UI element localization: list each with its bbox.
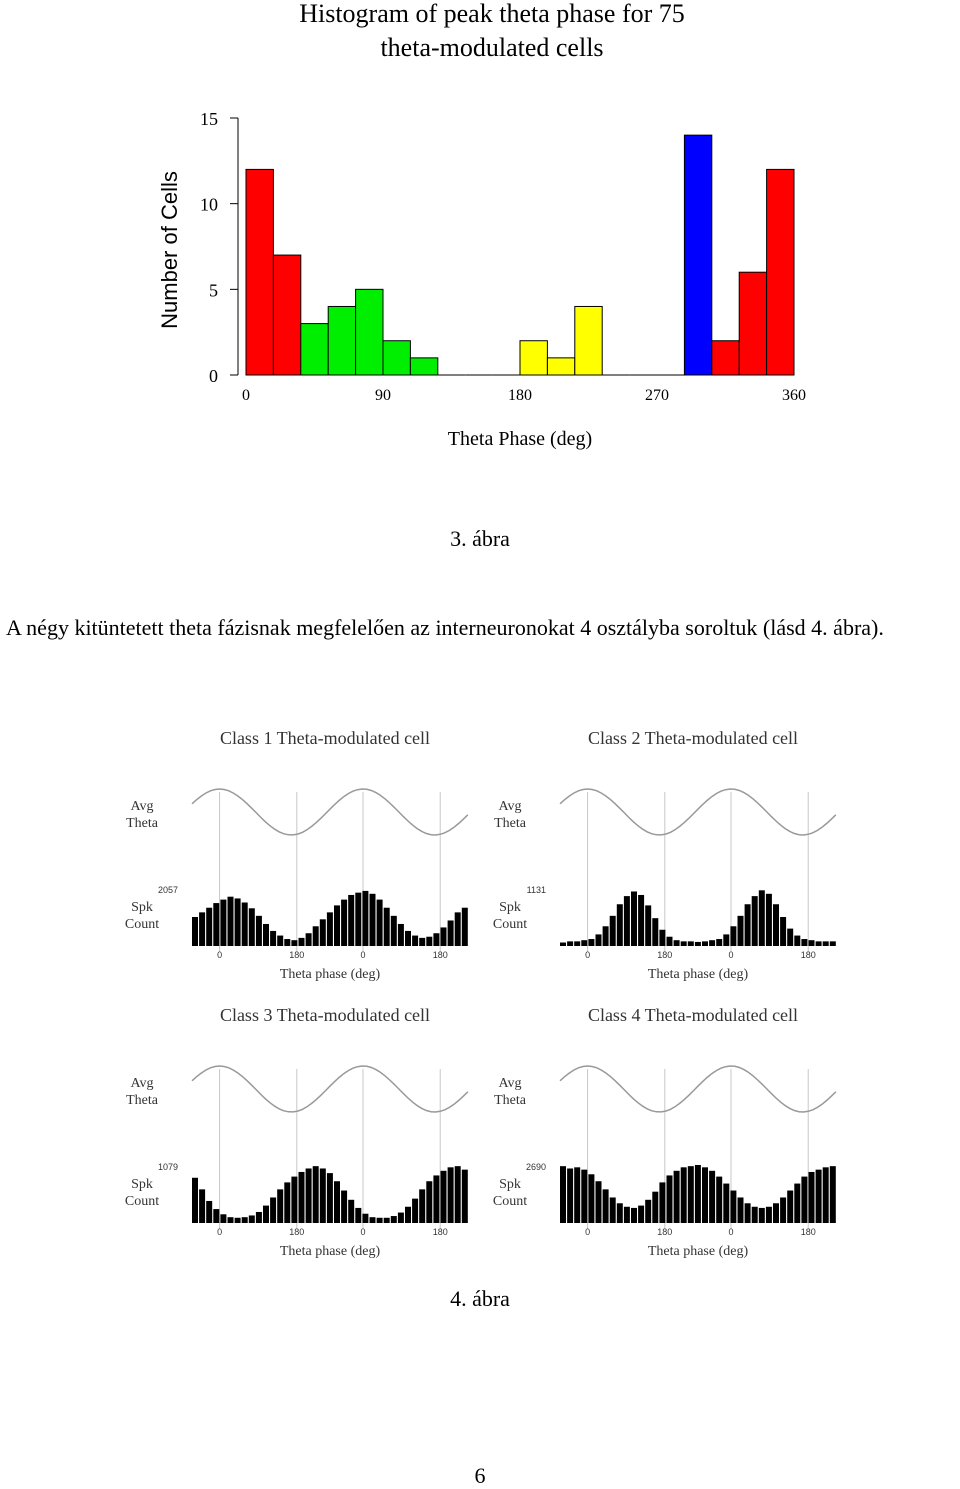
spike-count-bar [588, 1174, 594, 1223]
spike-count-bar [688, 941, 694, 946]
spk-count-max-label: 2057 [157, 885, 178, 895]
spike-count-bar [787, 1191, 793, 1223]
class-panel-4 [493, 1005, 836, 1259]
spike-count-bar [419, 1189, 425, 1223]
spike-count-bar [220, 900, 226, 946]
avg-theta-curve [560, 789, 836, 835]
spike-count-bar [688, 1166, 694, 1223]
histogram-bar [383, 341, 410, 375]
figure4-caption: 4. ábra [450, 1286, 510, 1311]
spike-count-bar [341, 900, 347, 946]
spike-count-bar [773, 904, 779, 946]
spike-count-bar [681, 1167, 687, 1223]
panel-title: Class 2 Theta-modulated cell [587, 728, 799, 748]
spike-count-bar [723, 1184, 729, 1223]
spike-count-bar [291, 1177, 297, 1223]
spk-count-max-label: 2690 [525, 1162, 546, 1172]
spike-count-bar [284, 939, 290, 946]
spike-count-bar [730, 926, 736, 946]
spike-count-bar [355, 1208, 361, 1223]
y-axis-label: Number of Cells [157, 171, 182, 329]
class-panel-2 [493, 728, 836, 982]
spike-count-bar [638, 895, 644, 946]
spike-count-bar [334, 905, 340, 946]
spike-count-bar [192, 917, 198, 946]
spike-count-bar [638, 1206, 644, 1223]
y-tick-label: 0 [209, 366, 218, 386]
spike-count-bar [752, 896, 758, 946]
spike-count-bar [242, 1217, 248, 1223]
spike-count-bar [355, 893, 361, 946]
figure3-caption: 3. ábra [450, 526, 510, 551]
spike-count-bar [631, 1208, 637, 1223]
avg-theta-label-line: Avg [130, 799, 154, 814]
panel-title: Class 3 Theta-modulated cell [219, 1005, 431, 1025]
spike-count-bar [809, 1172, 815, 1223]
spike-count-bar [823, 941, 829, 946]
spike-count-bar [327, 912, 333, 946]
avg-theta-curve [560, 1066, 836, 1112]
spike-count-bar [766, 894, 772, 946]
spk-count-max-label: 1079 [157, 1162, 178, 1172]
spike-count-bar [441, 927, 447, 946]
spike-count-bar [199, 1189, 205, 1223]
spike-count-bar [745, 1203, 751, 1223]
spike-count-bar [603, 926, 609, 946]
spike-count-bar [787, 929, 793, 946]
spike-count-bar [348, 895, 354, 946]
spk-count-label-line: Count [124, 917, 160, 932]
phase-tick-label: 180 [289, 950, 305, 960]
panel-x-axis-label: Theta phase (deg) [647, 1244, 749, 1259]
spike-count-bar [433, 933, 439, 946]
histogram-bar [684, 135, 711, 375]
spike-count-bar [263, 924, 269, 946]
histogram-bar [410, 358, 437, 375]
spike-count-bar [249, 908, 255, 946]
spike-count-bar [213, 903, 219, 946]
phase-tick-label: 0 [217, 1227, 223, 1237]
spike-count-bar [596, 1181, 602, 1223]
spike-count-bar [206, 908, 212, 946]
y-tick-label: 10 [200, 194, 218, 215]
spike-count-bar [766, 1207, 772, 1223]
phase-tick-label: 0 [585, 950, 591, 960]
spike-count-bar [560, 943, 566, 946]
spike-count-bar [377, 900, 383, 946]
spk-count-label-line: Count [492, 917, 528, 932]
spike-count-bar [313, 926, 319, 946]
class-panel-3 [125, 1005, 468, 1259]
spike-count-bar [370, 1217, 376, 1223]
body-paragraph: A négy kitüntetett theta fázisnak megfelelően az interneuronokat 4 osztályba soroltuk (lásd 4. ábra). [6, 615, 884, 640]
spike-count-bar [667, 1175, 673, 1223]
spike-count-bar [745, 904, 751, 946]
spike-count-bar [567, 1168, 573, 1223]
spike-count-bar [270, 1197, 276, 1223]
class-panel-1 [125, 728, 468, 982]
spike-count-bar [617, 904, 623, 946]
spike-count-bar [433, 1175, 439, 1223]
histogram-bar [712, 341, 739, 375]
spike-count-bar [228, 1217, 234, 1223]
spike-count-bar [702, 1167, 708, 1223]
spike-count-bar [730, 1191, 736, 1223]
spike-count-bar [306, 933, 312, 946]
spike-count-bar [299, 938, 305, 946]
spike-count-bar [327, 1173, 333, 1223]
spike-count-bar [610, 916, 616, 946]
y-tick-label: 15 [200, 109, 218, 129]
spike-count-bar [709, 1171, 715, 1223]
spike-count-bar [738, 1197, 744, 1223]
spike-count-bar [370, 894, 376, 946]
spike-count-bar [412, 936, 418, 946]
histogram-bar [328, 306, 355, 375]
spike-count-bar [631, 891, 637, 946]
spike-count-bar [560, 1166, 566, 1223]
spike-count-bar [723, 934, 729, 946]
spike-count-bar [455, 1166, 461, 1223]
avg-theta-label-line: Avg [498, 1076, 522, 1091]
page-number: 6 [474, 1463, 486, 1488]
spike-count-bar [780, 1197, 786, 1223]
phase-tick-label: 0 [728, 1227, 734, 1237]
spk-count-label-line: Spk [499, 1177, 521, 1192]
panel-x-axis-label: Theta phase (deg) [279, 967, 381, 982]
spike-count-bar [588, 939, 594, 946]
spike-count-bar [448, 920, 454, 946]
spike-count-bar [581, 1170, 587, 1223]
spike-count-bar [816, 1170, 822, 1223]
spike-count-bar [596, 934, 602, 946]
spike-count-bar [759, 890, 765, 946]
phase-tick-label: 180 [800, 1227, 816, 1237]
spike-count-bar [263, 1206, 269, 1223]
avg-theta-label-line: Theta [494, 1093, 526, 1108]
avg-theta-curve [192, 1066, 468, 1112]
histogram-bar [273, 255, 300, 375]
spike-count-bar [709, 940, 715, 946]
spike-count-bar [794, 1184, 800, 1223]
spike-count-bar [773, 1203, 779, 1223]
spike-count-bar [801, 939, 807, 946]
spike-count-bar [830, 1166, 836, 1223]
panel-title: Class 4 Theta-modulated cell [587, 1005, 799, 1025]
avg-theta-curve [192, 789, 468, 835]
spike-count-bar [574, 1167, 580, 1223]
spike-count-bar [398, 1213, 404, 1223]
spike-count-bar [652, 918, 658, 946]
spike-count-bar [759, 1208, 765, 1223]
spike-count-bar [334, 1181, 340, 1223]
spike-count-bar [235, 1218, 241, 1223]
spike-count-bar [320, 1168, 326, 1223]
chart-title-line: Histogram of peak theta phase for 75 [299, 0, 685, 28]
spike-count-bar [299, 1172, 305, 1223]
avg-theta-label-line: Avg [498, 799, 522, 814]
spike-count-bar [716, 939, 722, 946]
spike-count-bar [348, 1200, 354, 1223]
spike-count-bar [681, 941, 687, 946]
spike-count-bar [362, 891, 368, 946]
histogram-bar [575, 306, 602, 375]
histogram-bar [767, 169, 794, 375]
figure3-histogram [0, 0, 960, 470]
spike-count-bar [192, 1178, 198, 1223]
spike-count-bar [398, 924, 404, 946]
phase-tick-label: 0 [728, 950, 734, 960]
phase-tick-label: 180 [657, 1227, 673, 1237]
spike-count-bar [199, 912, 205, 946]
spike-count-bar [462, 908, 468, 946]
histogram-bar [520, 341, 547, 375]
spike-count-bar [702, 941, 708, 946]
panel-title: Class 1 Theta-modulated cell [219, 728, 431, 748]
chart-title-line: theta-modulated cells [380, 33, 604, 62]
spike-count-bar [645, 905, 651, 946]
spike-count-bar [419, 938, 425, 946]
histogram-bar [739, 272, 766, 375]
spike-count-bar [823, 1167, 829, 1223]
spk-count-label-line: Count [124, 1194, 160, 1209]
spike-count-bar [377, 1218, 383, 1223]
spike-count-bar [801, 1177, 807, 1223]
x-tick-label: 270 [645, 387, 669, 404]
spike-count-bar [270, 931, 276, 946]
spike-count-bar [603, 1189, 609, 1223]
spk-count-max-label: 1131 [526, 885, 546, 895]
spike-count-bar [384, 1218, 390, 1223]
spike-count-bar [794, 936, 800, 946]
spike-count-bar [391, 1216, 397, 1223]
spike-count-bar [277, 936, 283, 946]
avg-theta-label-line: Theta [494, 816, 526, 831]
spike-count-bar [277, 1189, 283, 1223]
phase-tick-label: 0 [360, 1227, 366, 1237]
avg-theta-label-line: Theta [126, 1093, 158, 1108]
spike-count-bar [426, 937, 432, 946]
spike-count-bar [341, 1191, 347, 1223]
spike-count-bar [426, 1181, 432, 1223]
spike-count-bar [567, 941, 573, 946]
spike-count-bar [816, 941, 822, 946]
histogram-bar [356, 289, 383, 375]
panel-x-axis-label: Theta phase (deg) [279, 1244, 381, 1259]
spike-count-bar [448, 1167, 454, 1223]
spike-count-bar [624, 1207, 630, 1223]
spike-count-bar [830, 941, 836, 946]
spk-count-label-line: Spk [499, 900, 521, 915]
spike-count-bar [228, 897, 234, 946]
spk-count-label-line: Spk [131, 900, 153, 915]
spike-count-bar [624, 896, 630, 946]
x-tick-label: 180 [508, 387, 532, 404]
spike-count-bar [652, 1192, 658, 1223]
figure4-class-panels [120, 722, 848, 1259]
phase-tick-label: 180 [432, 950, 448, 960]
spike-count-bar [320, 919, 326, 946]
phase-tick-label: 180 [800, 950, 816, 960]
avg-theta-label-line: Avg [130, 1076, 154, 1091]
spike-count-bar [716, 1177, 722, 1223]
spike-count-bar [695, 942, 701, 946]
spike-count-bar [581, 940, 587, 946]
spike-count-bar [242, 903, 248, 947]
spike-count-bar [412, 1199, 418, 1223]
spike-count-bar [313, 1166, 319, 1223]
spike-count-bar [306, 1168, 312, 1223]
phase-tick-label: 180 [432, 1227, 448, 1237]
spike-count-bar [738, 916, 744, 946]
panel-x-axis-label: Theta phase (deg) [647, 967, 749, 982]
histogram-bar [547, 358, 574, 375]
spike-count-bar [780, 917, 786, 946]
spike-count-bar [256, 916, 262, 946]
spike-count-bar [391, 916, 397, 946]
spike-count-bar [235, 898, 241, 946]
spike-count-bar [610, 1197, 616, 1223]
spike-count-bar [667, 937, 673, 946]
spike-count-bar [405, 1207, 411, 1223]
x-tick-label: 0 [242, 387, 250, 404]
spike-count-bar [384, 908, 390, 946]
spike-count-bar [645, 1200, 651, 1223]
phase-tick-label: 180 [657, 950, 673, 960]
spk-count-label-line: Count [492, 1194, 528, 1209]
spike-count-bar [206, 1201, 212, 1223]
spike-count-bar [659, 930, 665, 946]
y-tick-label: 5 [209, 280, 218, 301]
spike-count-bar [617, 1203, 623, 1223]
spike-count-bar [695, 1165, 701, 1223]
phase-tick-label: 0 [360, 950, 366, 960]
phase-tick-label: 180 [289, 1227, 305, 1237]
spike-count-bar [291, 940, 297, 946]
histogram-bar [301, 324, 328, 375]
spike-count-bar [249, 1215, 255, 1223]
spike-count-bar [441, 1171, 447, 1223]
spike-count-bar [752, 1207, 758, 1223]
spike-count-bar [809, 940, 815, 946]
histogram-bar [246, 169, 273, 375]
spike-count-bar [659, 1182, 665, 1223]
spike-count-bar [574, 941, 580, 946]
spike-count-bar [674, 940, 680, 946]
phase-tick-label: 0 [585, 1227, 591, 1237]
spike-count-bar [362, 1214, 368, 1223]
x-tick-label: 90 [375, 387, 391, 404]
x-tick-label: 360 [782, 387, 806, 404]
spk-count-label-line: Spk [131, 1177, 153, 1192]
spike-count-bar [256, 1212, 262, 1223]
x-axis-label: Theta Phase (deg) [447, 428, 593, 450]
spike-count-bar [284, 1182, 290, 1223]
spike-count-bar [455, 912, 461, 946]
avg-theta-label-line: Theta [126, 816, 158, 831]
spike-count-bar [213, 1209, 219, 1223]
spike-count-bar [405, 931, 411, 946]
phase-tick-label: 0 [217, 950, 223, 960]
spike-count-bar [220, 1214, 226, 1223]
spike-count-bar [462, 1170, 468, 1223]
spike-count-bar [674, 1171, 680, 1223]
